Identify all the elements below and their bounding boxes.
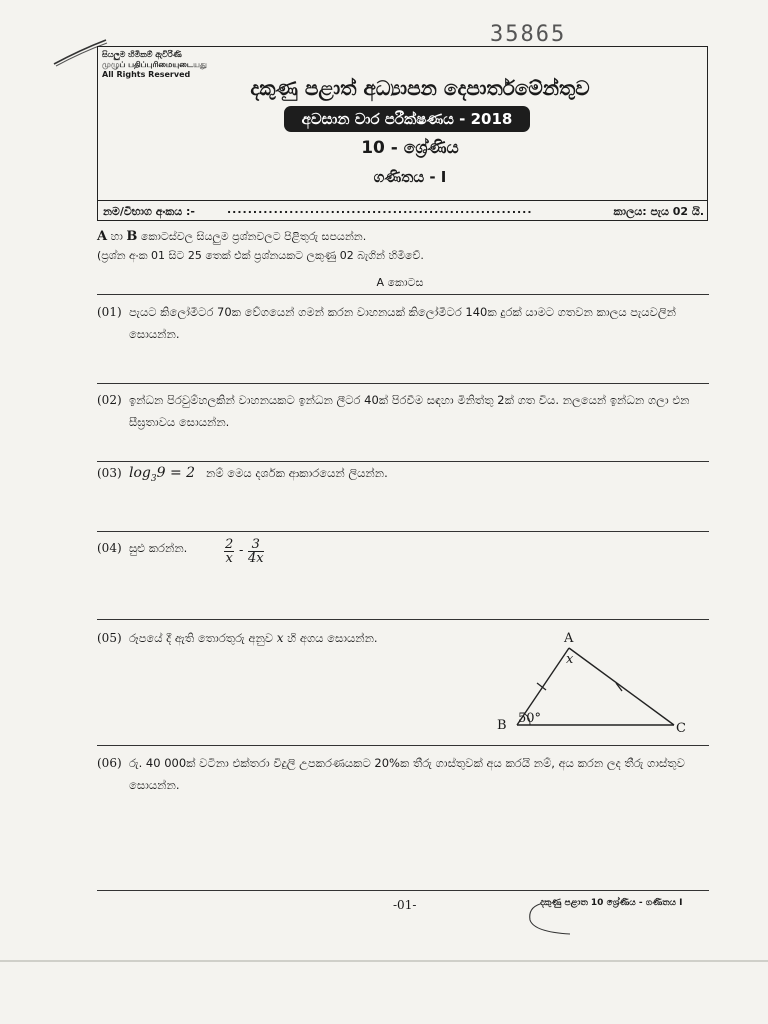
instruction-line-1 (97, 229, 366, 244)
copyright-block (102, 50, 207, 80)
copyright-tamil: முழுப் பதிப்புரிமையுடையது (102, 60, 207, 69)
serial-number: 35865 (490, 22, 567, 47)
question-number: (02) (97, 393, 122, 407)
log-word: log (129, 465, 151, 481)
instruction-line-2: (ප්‍රශ්න අංක 01 සිට 25 තෙක් එක් ප්‍රශ්නයකට ලකුණු 02 බැගින් හිමිවේ. (97, 249, 424, 262)
fraction-2 (248, 538, 264, 565)
question-text: ඉන්ධන පිරවුම්හලකින් වාහනයකට ඉන්ධන ලීටර 40ක් පිරවීම සඳහා මිනිත්තු 2ක් ගත විය. නලයෙන් ඉන්ධන ගලා එන සීඝ්‍රතාවය සොයන්න. (129, 393, 690, 429)
exam-banner: අවසාන වාර පරීක්ෂණය - 2018 (284, 106, 530, 132)
instruction-and: හා (107, 230, 127, 243)
question-text: නම් මෙය දර්ශක ආකාරයෙන් ලියන්න. (206, 466, 388, 480)
question-text: රු. 40 000ක් වටිනා එක්තරා විදුලි උපකරණයකට 20%ක තීරු ගාස්තුවක් අය කරයි නම්, අය කරන ලද තීරු ගාස්තුව සොයන්න. (129, 756, 685, 792)
section-rule (97, 294, 709, 295)
fraction-2-numerator: 3 (248, 538, 264, 552)
time-label: කාලය: පැය 02 යි. (613, 205, 704, 218)
log-expression (129, 465, 196, 484)
grade-title: 10 - ශ්‍රේණිය (361, 138, 459, 158)
fraction-1 (224, 538, 234, 565)
log-rest: 9 = 2 (156, 465, 196, 481)
vertex-c-label: C (676, 721, 686, 736)
question-text: සුළු කරන්න. (129, 541, 188, 555)
log-base: 3 (150, 473, 157, 484)
part-b-letter: B (126, 229, 138, 244)
vertex-b-label: B (497, 718, 507, 733)
copyright-english: All Rights Reserved (102, 70, 191, 79)
footer-rule (97, 890, 709, 891)
question-number: (06) (97, 756, 122, 770)
angle-x-label: x (566, 652, 574, 667)
section-a-title: A කොටස (376, 276, 424, 289)
part-a-letter: A (97, 229, 108, 244)
question-number: (04) (97, 541, 122, 555)
page-number: -01- (393, 898, 417, 912)
footer-caption: දකුණු පළාත 10 ශ්‍රේණිය - ගණිතය I (540, 898, 683, 908)
answer-rule (97, 619, 709, 620)
name-field[interactable]: ........................................................... (227, 203, 533, 216)
answer-rule (97, 745, 709, 746)
fraction-2-denominator: 4x (248, 551, 264, 566)
fraction-1-numerator: 2 (225, 537, 234, 552)
question-number: (05) (97, 631, 122, 645)
question-text-wrap (129, 462, 707, 490)
scan-edge (0, 960, 768, 962)
name-label: නම/විභාග අංකය :- (103, 205, 195, 218)
answer-rule (97, 531, 709, 532)
subject-title: ගණිතය - I (373, 168, 447, 186)
question-number: (03) (97, 466, 122, 480)
triangle-diagram (488, 628, 698, 738)
question-text: රූපයේ දී ඇති තොරතුරු අනුව (129, 631, 274, 645)
vertex-a-label: A (564, 631, 574, 646)
question-text-rest: හි අගය සොයන්න. (287, 631, 378, 645)
question-number: (01) (97, 305, 122, 319)
name-row (97, 200, 708, 221)
angle-b-label: 50° (518, 711, 542, 726)
instruction-rest: කොටස්වල සියලුම ප්‍රශ්නවලට පිළිතුරු සපයන්න. (137, 230, 367, 243)
question-text: පැයට කිලෝමීටර 70ක වේගයෙන් ගමන් කරන වාහනයක් කිලෝමීටර 140ක දුරක් යාමට ගතවන කාලය පැයවලින් සොයන්න. (129, 305, 676, 341)
minus-sign: - (239, 543, 244, 558)
answer-rule (97, 383, 709, 384)
variable-x: x (276, 631, 284, 645)
copyright-sinhala: සියලුම හිමිකම් ඇවිරිණි (102, 50, 182, 59)
department-title: දකුණු පළාත් අධ්‍යාපන දෙපාර්තමේන්තුව (250, 76, 590, 100)
fraction-1-denominator: x (225, 551, 233, 566)
